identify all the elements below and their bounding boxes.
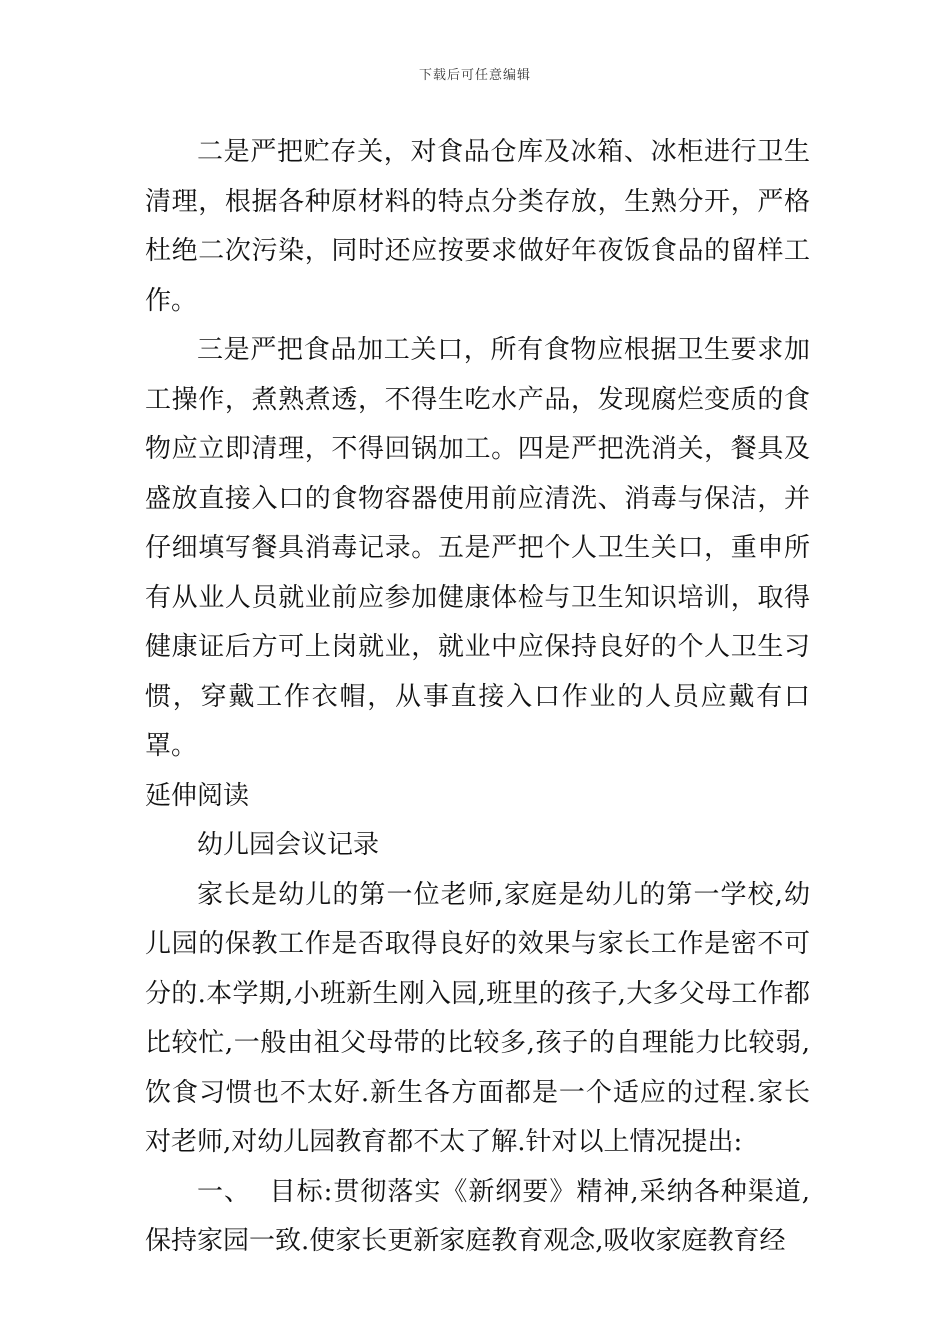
section-heading-extended-reading: 延伸阅读 — [145, 780, 250, 811]
section-title-meeting-record: 幼儿园会议记录 — [197, 830, 380, 860]
paragraph-storage: 二是严把贮存关，对食品仓库及冰箱、冰柜进行卫生清理，根据各种原材料的特点分类存放，生熟分开，严格杜绝二次污染，同时还应按要求做好年夜饭食品的留样工作。 — [145, 137, 810, 316]
paragraph-processing: 三是严把食品加工关口，所有食物应根据卫生要求加工操作，煮熟煮透，不得生吃水产品，发现腐烂变质的食物应立即清理，不得回锅加工。四是严把洗消关，餐具及盛放直接入口的食物容器使用前应清洗、消毒与保洁，并仔细填写餐具消毒记录。五是严把个人卫生关口，重申所有从业人员就业前应参加健康体检与卫生知识培训，取得健康证后方可上岗就业，就业中应保持良好的个人卫生习惯，穿戴工作衣帽，从事直接入口作业的人员应戴有口罩。 — [145, 335, 810, 761]
page-header: 下载后可任意编辑 — [418, 68, 531, 83]
paragraph-parents: 家长是幼儿的第一位老师,家庭是幼儿的第一学校,幼儿园的保教工作是否取得良好的效果与家长工作是密不可分的.本学期,小班新生刚入园,班里的孩子,大多父母工作都比较忙,一般由祖父母带的比较多,孩子的自理能力比较弱,饮食习惯也不太好.新生各方面都是一个适应的过程.家长对老师,对幼儿园教育都不太了解.针对以上情况提出: — [145, 879, 810, 1157]
paragraph-goal: 一、 目标:贯彻落实《新纲要》精神,采纳各种渠道,保持家园一致.使家长更新家庭教育观念,吸收家庭教育经 — [145, 1176, 810, 1256]
document-body — [145, 128, 810, 1267]
